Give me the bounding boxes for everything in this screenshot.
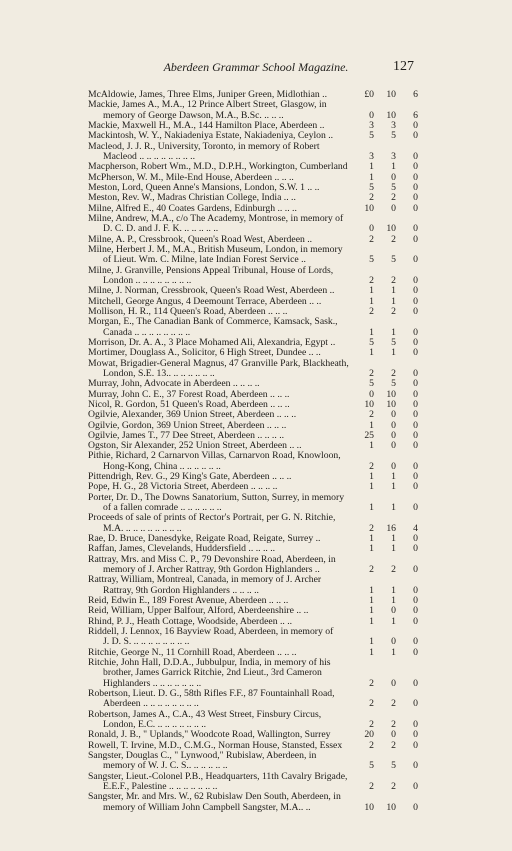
amount-pence: 0 xyxy=(413,533,418,545)
amount-pounds: 10 xyxy=(364,202,374,214)
entry-text: London .. .. .. .. .. .. .. .. xyxy=(103,274,192,286)
amount-pounds: 2 xyxy=(369,719,374,731)
amount-pence: 0 xyxy=(413,429,418,441)
entry-text: Sangster, Douglas C., " Lynwood," Rubislaw, Aberdeen, in xyxy=(88,750,317,761)
amount-shillings: 2 xyxy=(391,564,396,576)
amount-shillings: 0 xyxy=(391,171,396,183)
amount-pounds: 10 xyxy=(364,801,374,813)
entry-text: Rattray, 9th Gordon Highlanders .. .. .. .. xyxy=(103,584,259,596)
list-item xyxy=(0,266,512,276)
amount-shillings: 0 xyxy=(391,202,396,214)
amount-pounds: 1 xyxy=(369,481,374,493)
amount-pounds: 1 xyxy=(369,347,374,359)
entry-text: London, S.E. 13.. .. .. .. .. .. .. xyxy=(103,367,215,379)
amount-pence: 0 xyxy=(413,564,418,576)
entry-text: memory of J. Archer Rattray, 9th Gordon Highlanders .. xyxy=(103,564,320,576)
amount-pounds: 1 xyxy=(369,326,374,338)
list-item xyxy=(0,668,512,678)
amount-pounds: 1 xyxy=(369,419,374,431)
list-item xyxy=(0,142,512,152)
entry-text: Ogilvie, James T., 77 Dee Street, Aberdeen .. .. .. .. xyxy=(88,429,285,441)
amount-pounds: 1 xyxy=(369,605,374,617)
amount-pounds: 2 xyxy=(369,780,374,792)
amount-shillings: 1 xyxy=(391,595,396,607)
amount-shillings: 0 xyxy=(391,440,396,452)
entry-text: Pithie, Richard, 2 Carnarvon Villas, Carnarvon Road, Knowloon, xyxy=(88,450,341,462)
amount-pounds: 1 xyxy=(369,543,374,555)
amount-pounds: 1 xyxy=(369,615,374,627)
amount-pounds: 0 xyxy=(369,388,374,400)
entry-text: Mollison, H. R., 114 Queen's Road, Aberdeen .. .. .. xyxy=(88,305,288,317)
entry-text: Rattray, William, Montreal, Canada, in memory of J. Archer xyxy=(88,574,322,586)
entry-text: Ogilvie, Gordon, 369 Union Street, Aberdeen .. .. .. xyxy=(88,419,287,431)
entry-text: Highlanders .. .. .. .. .. .. .. xyxy=(103,677,202,689)
list-item xyxy=(0,379,512,389)
entry-text: Rhind, P. J., Heath Cottage, Woodside, Aberdeen .. .. xyxy=(88,615,293,627)
amount-pounds: 1 xyxy=(369,285,374,297)
amount-pence: 0 xyxy=(413,595,418,607)
amount-shillings: 16 xyxy=(386,522,396,534)
amount-shillings: 1 xyxy=(391,471,396,483)
amount-pence: 0 xyxy=(413,605,418,617)
amount-pence: 0 xyxy=(413,171,418,183)
entry-text: Ronald, J. B., " Uplands," Woodcote Road, Wallington, Surrey xyxy=(88,729,331,741)
entry-text: Rattray, Mrs. and Miss C. P., 79 Devonshire Road, Aberdeen, in xyxy=(88,553,336,565)
amount-pence: 0 xyxy=(413,698,418,710)
amount-shillings: 5 xyxy=(391,378,396,390)
amount-shillings: 5 xyxy=(391,130,396,142)
entry-text: brother, James Garrick Ritchie, 2nd Lieut., 3rd Cameron xyxy=(103,667,322,679)
entry-text: memory of George Dawson, M.A., B.Sc. .. .. .. xyxy=(103,109,284,121)
entry-text: memory of William John Campbell Sangster, M.A.. .. xyxy=(103,801,311,813)
list-item xyxy=(0,451,512,461)
amount-shillings: 3 xyxy=(391,119,396,131)
entry-text: Mortimer, Douglass A., Solicitor, 6 High Street, Dundee .. .. xyxy=(88,347,321,359)
amount-pounds: 2 xyxy=(369,367,374,379)
amount-pence: 0 xyxy=(413,398,418,410)
amount-shillings: 10 xyxy=(386,398,396,410)
amount-pounds: 5 xyxy=(369,378,374,390)
amount-shillings: 0 xyxy=(391,605,396,617)
amount-pounds: 0 xyxy=(369,223,374,235)
amount-pence: 0 xyxy=(413,388,418,400)
amount-pence: 0 xyxy=(413,780,418,792)
list-item xyxy=(0,803,512,813)
amount-pence: 0 xyxy=(413,285,418,297)
amount-shillings: 2 xyxy=(391,367,396,379)
entry-text: Rowell, T. Irvine, M.D., C.M.G., Norman House, Stansted, Essex xyxy=(88,739,343,751)
magazine-title: Aberdeen Grammar School Magazine. xyxy=(163,60,349,74)
list-item xyxy=(0,627,512,637)
entry-text: Mackie, James A., M.A., 12 Prince Albert Street, Glasgow, in xyxy=(88,99,327,111)
entry-text: Canada .. .. .. .. .. .. .. .. xyxy=(103,326,191,338)
entry-text: Rae, D. Bruce, Danesdyke, Reigate Road, Reigate, Surrey .. xyxy=(88,533,321,545)
entry-text: Murray, John C. E., 37 Forest Road, Aberdeen .. .. .. xyxy=(88,388,290,400)
entry-text: Reid, Edwin E., 189 Forest Avenue, Aberdeen .. .. .. xyxy=(88,595,289,607)
amount-pounds: 1 xyxy=(369,636,374,648)
amount-pounds: 2 xyxy=(369,192,374,204)
entry-text: Riddell, J. Lennox, 16 Bayview Road, Aberdeen, in memory of xyxy=(88,626,334,638)
entry-text: Pope, H. G., 28 Victoria Street, Aberdeen .. .. .. .. xyxy=(88,481,278,493)
entry-text: Sangster, Lieut.-Colonel P.B., Headquarters, 11th Cavalry Brigade, xyxy=(88,770,348,782)
amount-pounds: 5 xyxy=(369,181,374,193)
amount-pence: 0 xyxy=(413,336,418,348)
entry-text: Nicol, R. Gordon, 51 Queen's Road, Aberdeen .. .. .. xyxy=(88,398,290,410)
entry-text: Macpherson, Robert Wm., M.D., D.P.H., Workington, Cumberland xyxy=(88,161,348,173)
amount-pounds: 2 xyxy=(369,274,374,286)
entry-text: McPherson, W. M., Mile-End House, Aberdeen .. .. .. xyxy=(88,171,294,183)
entry-text: Murray, John, Advocate in Aberdeen .. .. .. .. xyxy=(88,378,260,390)
entry-text: Macleod .. .. .. .. .. .. .. .. xyxy=(103,150,196,162)
amount-pence: 0 xyxy=(413,739,418,751)
amount-shillings: 10 xyxy=(386,388,396,400)
entry-text: Mitchell, George Angus, 4 Deemount Terrace, Aberdeen .. .. xyxy=(88,295,322,307)
amount-pounds: 2 xyxy=(369,739,374,751)
entry-text: E.E.F., Palestine .. .. .. .. .. .. .. xyxy=(103,780,218,792)
entry-text: Proceeds of sale of prints of Rector's Portrait, per G. N. Ritchie, xyxy=(88,512,336,524)
list-item xyxy=(0,513,512,523)
amount-pounds: 1 xyxy=(369,502,374,514)
amount-pence: 0 xyxy=(413,584,418,596)
entry-text: Mackie, Maxwell H., M.A., 144 Hamilton Place, Aberdeen .. xyxy=(88,119,325,131)
amount-pounds: 5 xyxy=(369,336,374,348)
entry-text: Ritchie, George N., 11 Cornhill Road, Aberdeen .. .. .. xyxy=(88,646,297,658)
list-item xyxy=(0,214,512,224)
amount-pounds: 1 xyxy=(369,471,374,483)
amount-shillings: 2 xyxy=(391,305,396,317)
entry-text: Milne, J. Norman, Cressbrook, Queen's Road West, Aberdeen .. xyxy=(88,285,335,297)
amount-shillings: 1 xyxy=(391,646,396,658)
entry-text: Robertson, James A., C.A., 43 West Street, Finsbury Circus, xyxy=(88,708,322,720)
amount-pence: 0 xyxy=(413,636,418,648)
amount-shillings: 2 xyxy=(391,698,396,710)
amount-pounds: 25 xyxy=(364,429,374,441)
list-item xyxy=(0,410,512,420)
amount-shillings: 0 xyxy=(391,419,396,431)
amount-shillings: 1 xyxy=(391,584,396,596)
amount-shillings: 10 xyxy=(386,109,396,121)
amount-shillings: 1 xyxy=(391,326,396,338)
amount-pence: 0 xyxy=(413,305,418,317)
amount-pounds: 3 xyxy=(369,150,374,162)
subscription-list xyxy=(0,90,512,813)
entry-text: Milne, A. P., Cressbrook, Queen's Road West, Aberdeen .. xyxy=(88,233,313,245)
entry-text: Robertson, Lieut. D. G., 58th Rifles F.F., 87 Fountainhall Road, xyxy=(88,688,335,700)
amount-pence: 0 xyxy=(413,254,418,266)
amount-pounds: 2 xyxy=(369,409,374,421)
amount-pence: 6 xyxy=(413,109,418,121)
amount-shillings: 5 xyxy=(391,254,396,266)
entry-text: Hong-Kong, China .. .. .. .. .. .. xyxy=(103,460,221,472)
amount-shillings: 2 xyxy=(391,780,396,792)
amount-pounds: 2 xyxy=(369,564,374,576)
entry-text: of a fallen comrade .. .. .. .. .. .. xyxy=(103,502,222,514)
amount-pence: 0 xyxy=(413,760,418,772)
amount-shillings: 0 xyxy=(391,429,396,441)
amount-shillings: 5 xyxy=(391,181,396,193)
entry-text: of Lieut. Wm. C. Milne, late Indian Forest Service .. xyxy=(103,254,306,266)
amount-pence: 0 xyxy=(413,347,418,359)
entry-text: Ogilvie, Alexander, 369 Union Street, Aberdeen .. .. .. xyxy=(88,409,297,421)
amount-pence: 0 xyxy=(413,481,418,493)
entry-text: McAldowie, James, Three Elms, Juniper Green, Midlothian .. xyxy=(88,89,327,100)
entry-text: Meston, Lord, Queen Anne's Mansions, London, S.W. 1 .. .. xyxy=(88,181,320,193)
amount-pence: 0 xyxy=(413,801,418,813)
amount-pounds: 1 xyxy=(369,595,374,607)
entry-text: Morgan, E., The Canadian Bank of Commerce, Kamsack, Sask., xyxy=(88,316,338,328)
entry-text: Milne, J. Granville, Pensions Appeal Tribunal, House of Lords, xyxy=(88,264,334,276)
amount-shillings: 2 xyxy=(391,274,396,286)
entry-text: J. D. S. .. .. .. .. .. .. .. .. xyxy=(103,636,190,648)
amount-pence: 0 xyxy=(413,460,418,472)
amount-shillings: 0 xyxy=(391,729,396,741)
amount-shillings: 10 xyxy=(386,89,396,100)
amount-shillings: 2 xyxy=(391,192,396,204)
amount-pence: 0 xyxy=(413,223,418,235)
list-item xyxy=(0,317,512,327)
entry-text: Milne, Herbert J. M., M.A., British Museum, London, in memory xyxy=(88,243,343,255)
amount-pounds: 2 xyxy=(369,677,374,689)
amount-pence: 0 xyxy=(413,615,418,627)
page-header xyxy=(0,60,512,76)
entry-text: Porter, Dr. D., The Downs Sanatorium, Sutton, Surrey, in memory xyxy=(88,491,345,503)
amount-pence: 4 xyxy=(413,522,418,534)
amount-shillings: 1 xyxy=(391,615,396,627)
amount-pounds: 5 xyxy=(369,760,374,772)
entry-text: London, E.C. .. .. .. .. .. .. .. xyxy=(103,719,207,731)
amount-pounds: 1 xyxy=(369,646,374,658)
entry-text: Sangster, Mr. and Mrs. W., 62 Rubislaw Den South, Aberdeen, in xyxy=(88,791,341,803)
amount-shillings: 1 xyxy=(391,481,396,493)
amount-shillings: 0 xyxy=(391,677,396,689)
entry-text: Raffan, James, Clevelands, Huddersfield .. .. .. .. xyxy=(88,543,276,555)
list-item xyxy=(0,689,512,699)
amount-pence: 0 xyxy=(413,440,418,452)
amount-pence: 0 xyxy=(413,161,418,173)
amount-pence: 0 xyxy=(413,119,418,131)
amount-pence: 0 xyxy=(413,326,418,338)
amount-shillings: 0 xyxy=(391,409,396,421)
amount-pence: 0 xyxy=(413,233,418,245)
entry-text: Morrison, Dr. A. A., 3 Place Mohamed Ali, Alexandria, Egypt .. xyxy=(88,336,336,348)
amount-pounds: 0 xyxy=(369,109,374,121)
amount-pence: 0 xyxy=(413,409,418,421)
amount-shillings: 3 xyxy=(391,150,396,162)
amount-shillings: 5 xyxy=(391,336,396,348)
entry-text: Ogston, Sir Alexander, 252 Union Street, Aberdeen .. .. xyxy=(88,440,302,452)
amount-shillings: 2 xyxy=(391,233,396,245)
entry-text: M.A. .. .. .. .. .. .. .. .. xyxy=(103,522,182,534)
amount-pounds: 1 xyxy=(369,171,374,183)
list-item xyxy=(0,751,512,761)
amount-shillings: 1 xyxy=(391,285,396,297)
amount-pounds: £0 xyxy=(364,89,374,100)
amount-pence: 0 xyxy=(413,729,418,741)
amount-pounds: 5 xyxy=(369,254,374,266)
amount-shillings: 0 xyxy=(391,636,396,648)
entry-text: memory of W. J. C. S.. .. .. .. .. .. xyxy=(103,760,228,772)
list-item xyxy=(0,772,512,782)
entry-text: Mowat, Brigadier-General Magnus, 47 Granville Park, Blackheath, xyxy=(88,357,349,369)
amount-pence: 0 xyxy=(413,367,418,379)
amount-pence: 0 xyxy=(413,274,418,286)
amount-shillings: 10 xyxy=(386,801,396,813)
entry-text: Ritchie, John Hall, D.D.A., Jubbulpur, India, in memory of his xyxy=(88,657,331,669)
amount-shillings: 1 xyxy=(391,533,396,545)
amount-shillings: 2 xyxy=(391,739,396,751)
amount-shillings: 1 xyxy=(391,347,396,359)
amount-pence: 0 xyxy=(413,130,418,142)
amount-pounds: 2 xyxy=(369,233,374,245)
amount-pence: 0 xyxy=(413,471,418,483)
amount-pence: 0 xyxy=(413,646,418,658)
amount-shillings: 0 xyxy=(391,460,396,472)
amount-pounds: 10 xyxy=(364,398,374,410)
list-item xyxy=(0,359,512,369)
amount-pence: 0 xyxy=(413,295,418,307)
entry-text: Meston, Rev. W., Madras Christian College, India .. .. xyxy=(88,192,296,204)
amount-pence: 0 xyxy=(413,150,418,162)
list-item xyxy=(0,286,512,296)
list-item xyxy=(0,348,512,358)
entry-text: Pittendrigh, Rev. G., 29 King's Gate, Aberdeen .. .. .. xyxy=(88,471,292,483)
amount-shillings: 1 xyxy=(391,161,396,173)
amount-pence: 0 xyxy=(413,419,418,431)
amount-pence: 0 xyxy=(413,502,418,514)
amount-pounds: 1 xyxy=(369,440,374,452)
amount-pounds: 1 xyxy=(369,533,374,545)
amount-pence: 0 xyxy=(413,192,418,204)
amount-shillings: 1 xyxy=(391,543,396,555)
amount-shillings: 5 xyxy=(391,760,396,772)
entry-text: Milne, Alfred E., 40 Coates Gardens, Edinburgh .. .. .. xyxy=(88,202,297,214)
amount-pounds: 2 xyxy=(369,522,374,534)
page-number: 127 xyxy=(393,59,414,74)
entry-text: Milne, Andrew, M.A., c/o The Academy, Montrose, in memory of xyxy=(88,212,344,224)
amount-pence: 0 xyxy=(413,378,418,390)
amount-pounds: 1 xyxy=(369,295,374,307)
amount-pence: 6 xyxy=(413,89,418,100)
amount-pounds: 1 xyxy=(369,584,374,596)
amount-pounds: 2 xyxy=(369,698,374,710)
entry-text: Aberdeen .. .. .. .. .. .. .. .. xyxy=(103,698,199,710)
entry-text: Mackintosh, W. Y., Nakiadeniya Estate, Nakiadeniya, Ceylon .. xyxy=(88,130,334,142)
amount-pounds: 2 xyxy=(369,305,374,317)
amount-pounds: 20 xyxy=(364,729,374,741)
amount-shillings: 1 xyxy=(391,295,396,307)
amount-pounds: 3 xyxy=(369,119,374,131)
amount-pence: 0 xyxy=(413,677,418,689)
amount-shillings: 1 xyxy=(391,502,396,514)
amount-pounds: 1 xyxy=(369,161,374,173)
amount-shillings: 2 xyxy=(391,719,396,731)
amount-shillings: 10 xyxy=(386,223,396,235)
amount-pounds: 5 xyxy=(369,130,374,142)
entry-text: D. C. D. and J. F. K. .. .. .. .. .. xyxy=(103,223,219,235)
list-item xyxy=(0,493,512,503)
list-item xyxy=(0,710,512,720)
amount-pounds: 2 xyxy=(369,460,374,472)
amount-pence: 0 xyxy=(413,181,418,193)
amount-pence: 0 xyxy=(413,202,418,214)
entry-text: Reid, William, Upper Balfour, Alford, Aberdeenshire .. .. xyxy=(88,605,309,617)
entry-text: Macleod, J. J. R., University, Toronto, in memory of Robert xyxy=(88,140,320,152)
amount-pence: 0 xyxy=(413,543,418,555)
amount-pence: 0 xyxy=(413,719,418,731)
